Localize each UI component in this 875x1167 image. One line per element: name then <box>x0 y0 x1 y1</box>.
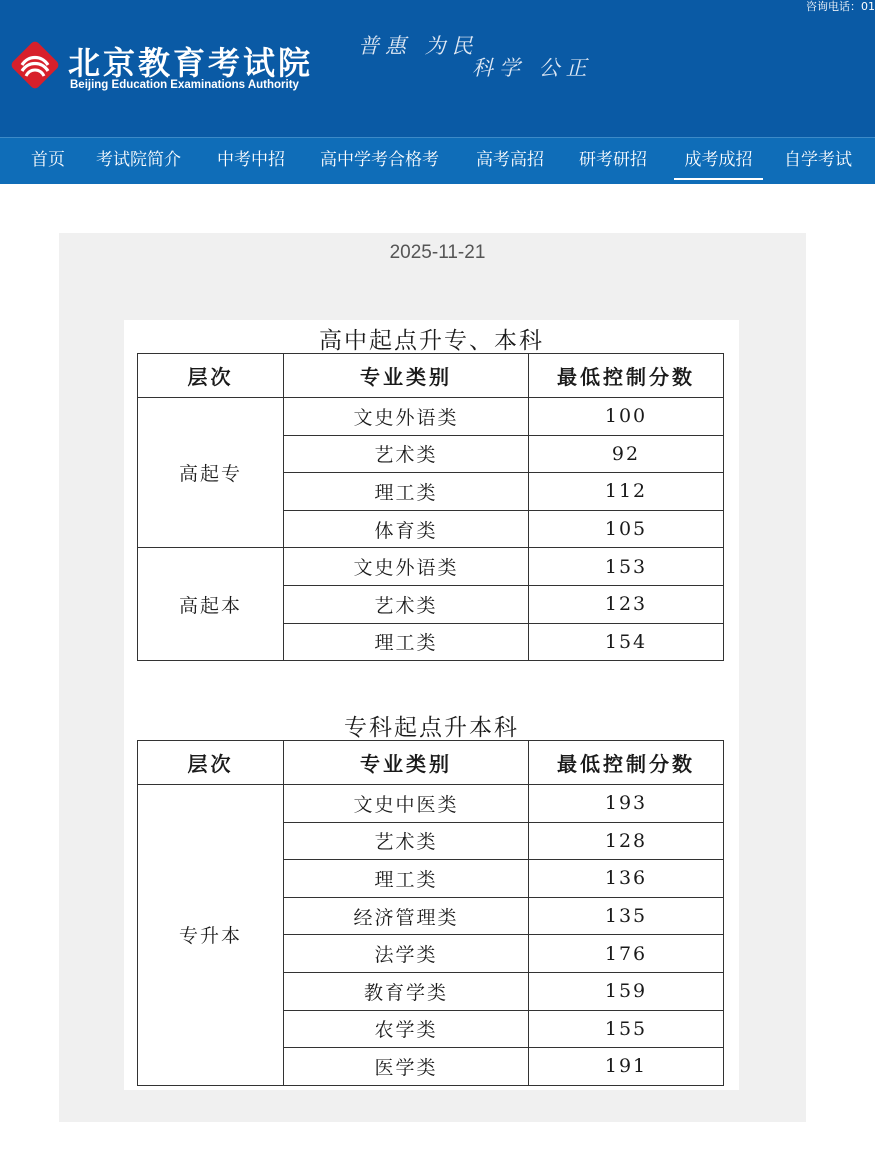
score-cell: 154 <box>529 623 724 661</box>
table1-score-table <box>137 353 724 661</box>
nav-item-chengkao[interactable]: 成考成招 <box>674 138 763 180</box>
category-cell: 理工类 <box>284 623 529 661</box>
category-cell: 医学类 <box>284 1048 529 1086</box>
header-min-score: 最低控制分数 <box>529 741 724 785</box>
header-category: 专业类别 <box>284 741 529 785</box>
site-header <box>0 0 875 137</box>
level-cell: 高起本 <box>138 548 284 661</box>
nav-item-yankao[interactable]: 研考研招 <box>579 150 647 170</box>
header-min-score: 最低控制分数 <box>529 354 724 398</box>
header-category: 专业类别 <box>284 354 529 398</box>
header-level: 层次 <box>138 354 284 398</box>
category-cell: 教育学类 <box>284 972 529 1010</box>
table-header-row <box>138 354 724 398</box>
level-cell: 高起专 <box>138 398 284 548</box>
table-row <box>138 548 724 586</box>
table1-title: 高中起点升专、本科 <box>319 328 544 354</box>
category-cell: 艺术类 <box>284 822 529 860</box>
score-cell: 105 <box>529 510 724 548</box>
level-cell: 专升本 <box>138 785 284 1086</box>
score-cell: 193 <box>529 785 724 823</box>
site-logo-english: Beijing Education Examinations Authority <box>70 79 299 91</box>
header-level: 层次 <box>138 741 284 785</box>
score-cell: 112 <box>529 473 724 511</box>
score-cell: 191 <box>529 1048 724 1086</box>
slogan-1: 普惠 为民 <box>358 34 479 58</box>
nav-item-zhongkao[interactable]: 中考中招 <box>217 150 285 170</box>
table-row <box>138 398 724 436</box>
table-row <box>138 785 724 823</box>
score-cell: 100 <box>529 398 724 436</box>
hotline-text: 咨询电话：01 <box>806 0 875 13</box>
category-cell: 文史中医类 <box>284 785 529 823</box>
category-cell: 文史外语类 <box>284 548 529 586</box>
score-cell: 135 <box>529 897 724 935</box>
slogan-2: 科学 公正 <box>472 56 593 80</box>
site-logo-chinese[interactable]: 北京教育考试院 <box>68 44 314 82</box>
score-cell: 153 <box>529 548 724 586</box>
score-cell: 159 <box>529 972 724 1010</box>
nav-item-about[interactable]: 考试院简介 <box>96 150 181 170</box>
article-date: 2025-11-21 <box>389 242 486 263</box>
score-cell: 128 <box>529 822 724 860</box>
category-cell: 经济管理类 <box>284 897 529 935</box>
category-cell: 法学类 <box>284 935 529 973</box>
category-cell: 理工类 <box>284 473 529 511</box>
category-cell: 农学类 <box>284 1010 529 1048</box>
score-cell: 176 <box>529 935 724 973</box>
table2-title: 专科起点升本科 <box>344 715 519 741</box>
beijing-exam-authority-logo-icon[interactable] <box>8 38 62 92</box>
category-cell: 体育类 <box>284 510 529 548</box>
category-cell: 文史外语类 <box>284 398 529 436</box>
category-cell: 理工类 <box>284 860 529 898</box>
nav-item-gaokao[interactable]: 高考高招 <box>476 150 544 170</box>
main-nav <box>0 137 875 184</box>
nav-item-home[interactable]: 首页 <box>31 150 65 170</box>
table2-score-table <box>137 740 724 1086</box>
score-cell: 92 <box>529 435 724 473</box>
score-cell: 123 <box>529 585 724 623</box>
table-header-row <box>138 741 724 785</box>
category-cell: 艺术类 <box>284 585 529 623</box>
category-cell: 艺术类 <box>284 435 529 473</box>
score-cell: 155 <box>529 1010 724 1048</box>
score-cell: 136 <box>529 860 724 898</box>
nav-item-xuekao[interactable]: 高中学考合格考 <box>320 150 439 170</box>
nav-item-zixue[interactable]: 自学考试 <box>784 150 852 170</box>
